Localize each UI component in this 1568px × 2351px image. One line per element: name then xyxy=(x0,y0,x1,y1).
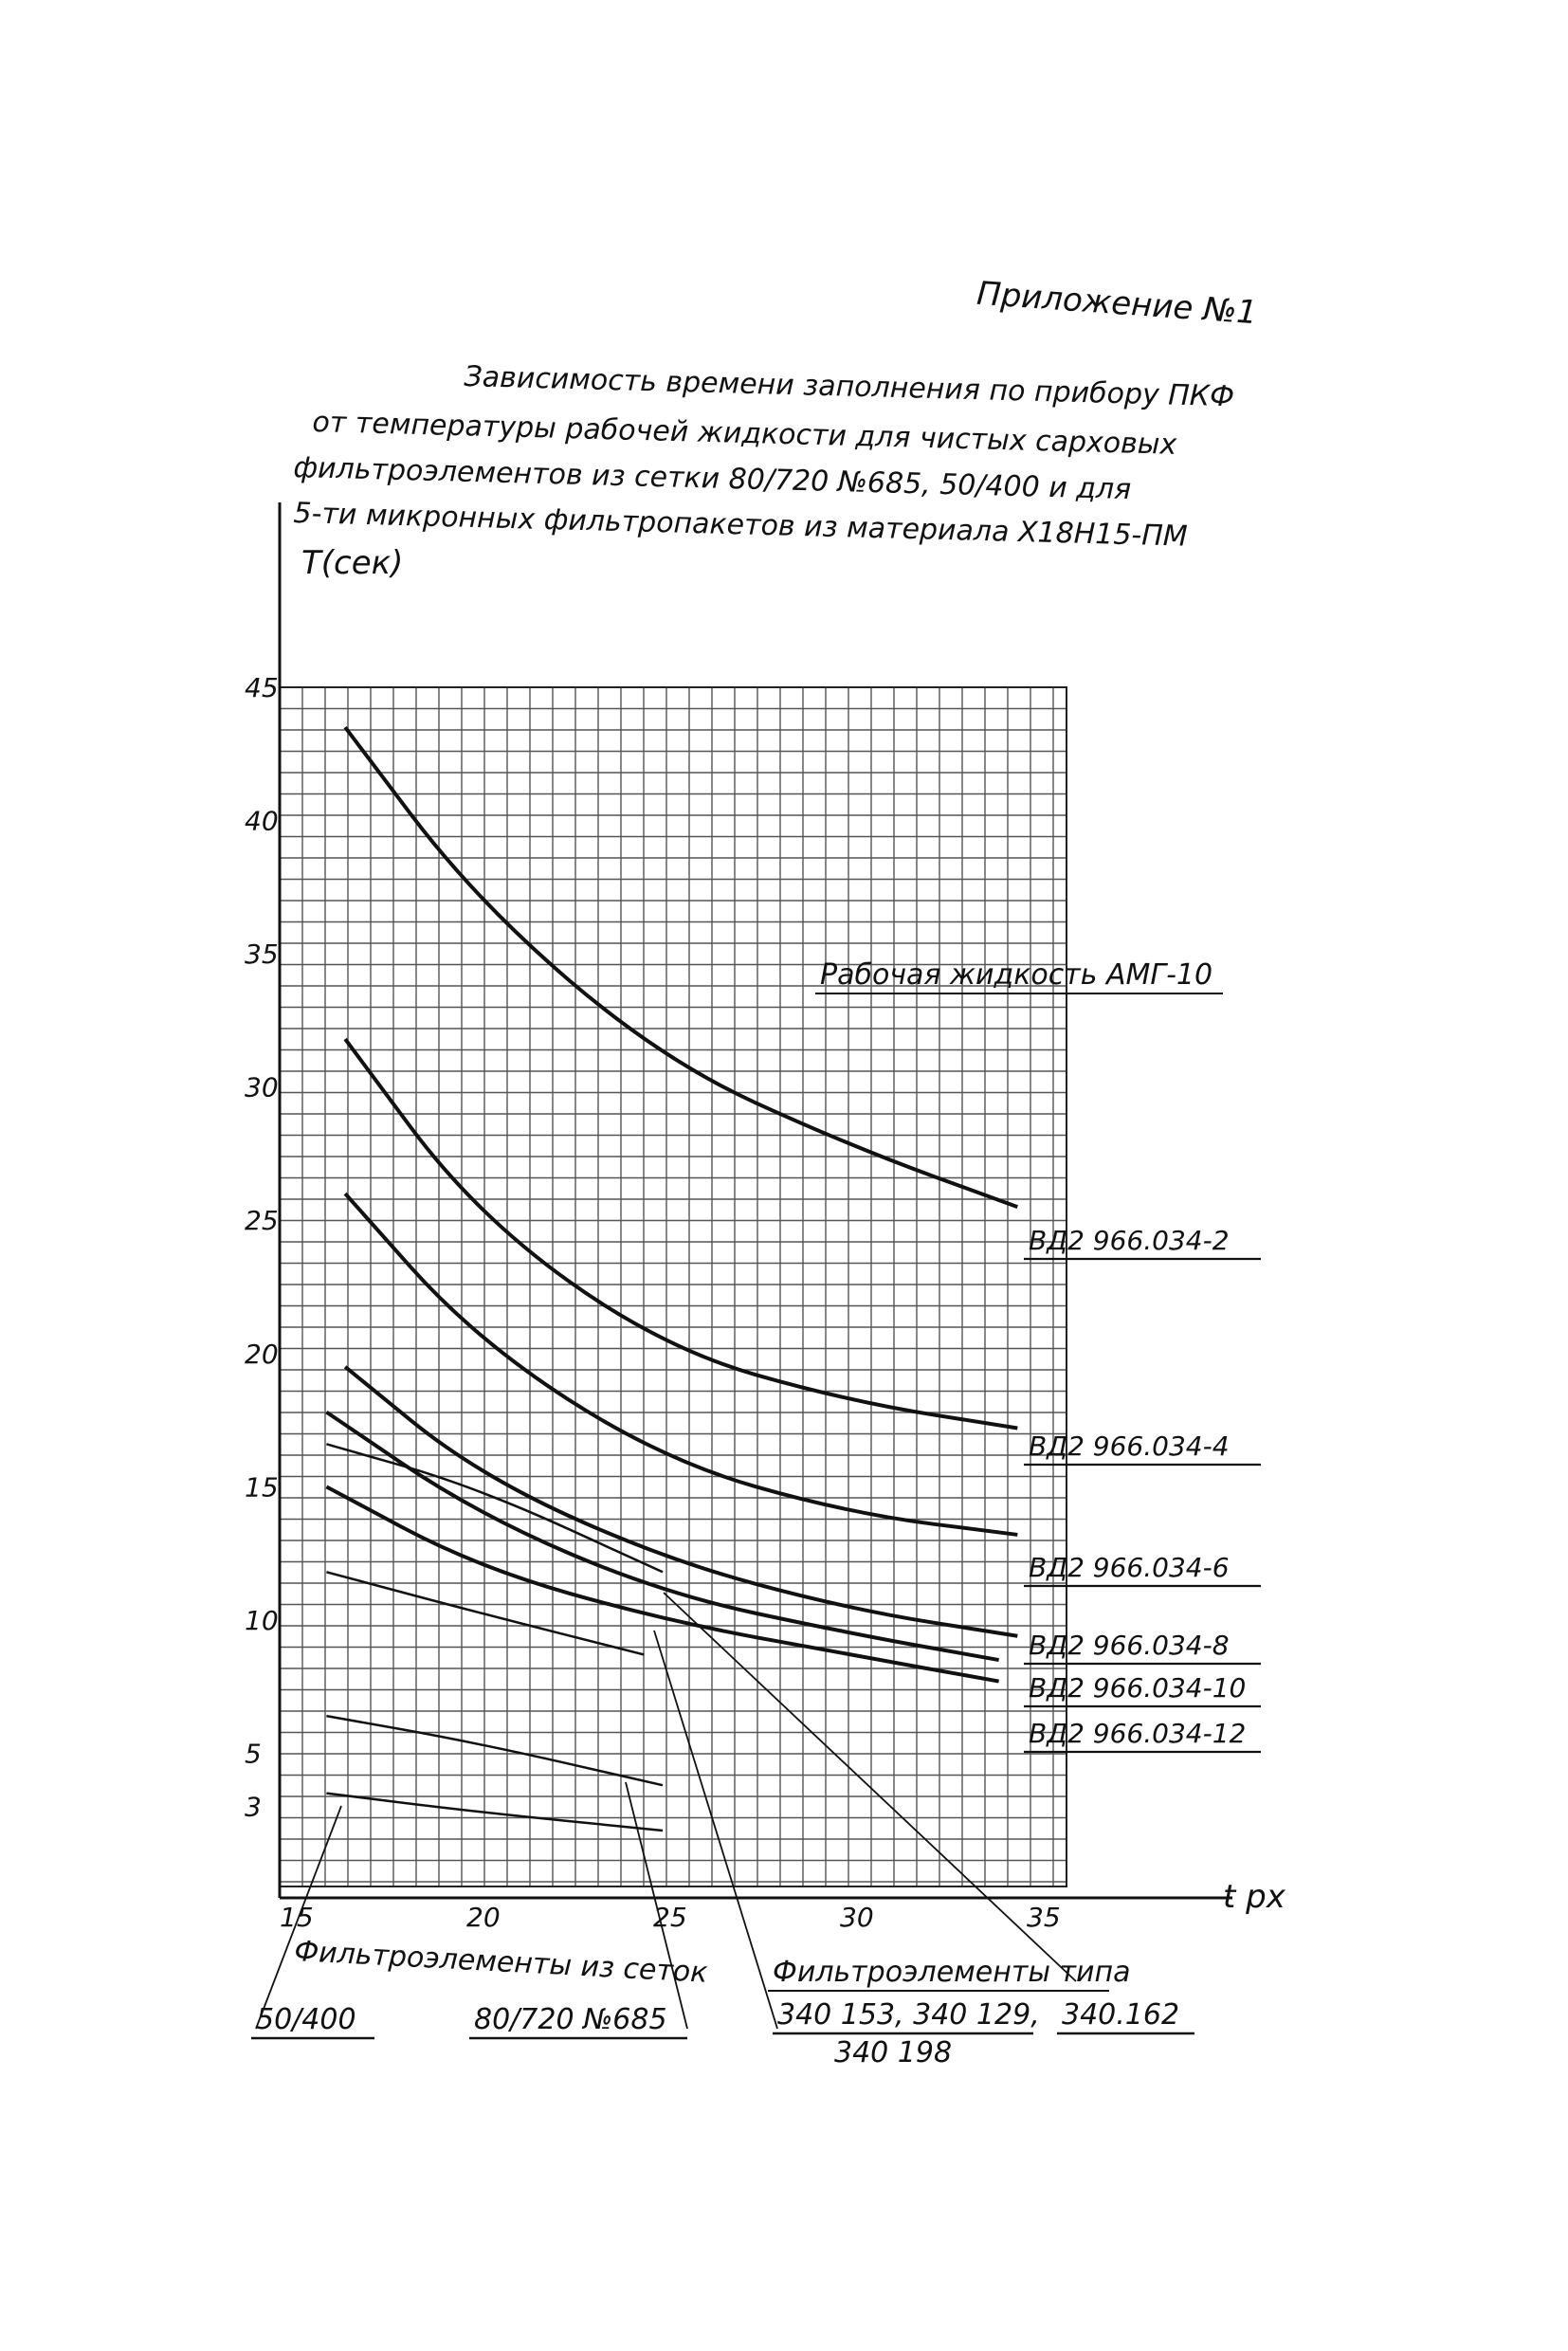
x-tick-label: 30 xyxy=(840,1902,874,1933)
series-label: ВД2 966.034-12 xyxy=(1029,1718,1247,1749)
x-tick-label: 15 xyxy=(280,1902,314,1933)
bottom-label-group1-title: Фильтроэлементы из сеток xyxy=(293,1935,709,1990)
series-label: ВД2 966.034-8 xyxy=(1029,1630,1230,1661)
series-line xyxy=(326,1444,663,1572)
y-tick-label: 15 xyxy=(245,1471,279,1504)
x-tick-label: 20 xyxy=(466,1902,501,1933)
series-line xyxy=(326,1412,998,1660)
series-line xyxy=(326,1572,644,1654)
series-line xyxy=(326,1486,998,1681)
title-line-3: фильтроэлементов из сетки 80/720 №685, 50/400 и для xyxy=(293,451,1132,507)
y-tick-label: 3 xyxy=(245,1791,262,1823)
y-tick-label: 30 xyxy=(245,1071,279,1103)
title-line-2: от температуры рабочей жидкости для чистых сарховых xyxy=(312,406,1177,462)
bottom-label-80-720: 80/720 №685 xyxy=(474,2003,667,2036)
appendix-label: Приложение №1 xyxy=(975,274,1259,333)
plot-frame xyxy=(280,687,1067,1886)
bottom-label-group2-title: Фильтроэлементы типа xyxy=(773,1956,1131,1989)
x-tick-label: 25 xyxy=(653,1902,687,1933)
x-axis-label: t рх xyxy=(1223,1878,1285,1916)
bottom-label-340-162: 340.162 xyxy=(1062,1998,1180,2032)
bottom-label-340-198: 340 198 xyxy=(834,2036,953,2069)
y-tick-label: 5 xyxy=(245,1738,262,1770)
series-label: ВД2 966.034-2 xyxy=(1029,1225,1230,1256)
series-line xyxy=(326,1794,663,1831)
y-tick-label: 35 xyxy=(245,939,279,971)
y-tick-label: 25 xyxy=(245,1205,279,1237)
y-axis-label: Т(сек) xyxy=(301,544,404,582)
series-label: ВД2 966.034-10 xyxy=(1029,1672,1247,1704)
bottom-label-50-400: 50/400 xyxy=(256,2003,356,2036)
title-line-1: Зависимость времени заполнения по прибору ПКФ xyxy=(464,360,1235,414)
y-tick-label: 45 xyxy=(245,672,279,703)
series-label: ВД2 966.034-6 xyxy=(1029,1552,1230,1583)
y-tick-label: 20 xyxy=(245,1338,279,1370)
x-tick-label: 35 xyxy=(1027,1902,1061,1933)
series-label: ВД2 966.034-4 xyxy=(1029,1431,1230,1462)
title-line-4: 5-ти микронных фильтропакетов из материала Х18Н15-ПМ xyxy=(293,497,1189,554)
y-tick-label: 40 xyxy=(245,805,279,837)
fluid-note: Рабочая жидкость АМГ-10 xyxy=(820,958,1213,992)
y-tick-label: 10 xyxy=(245,1604,279,1636)
bottom-label-340-153: 340 153, 340 129, xyxy=(777,1998,1040,2032)
